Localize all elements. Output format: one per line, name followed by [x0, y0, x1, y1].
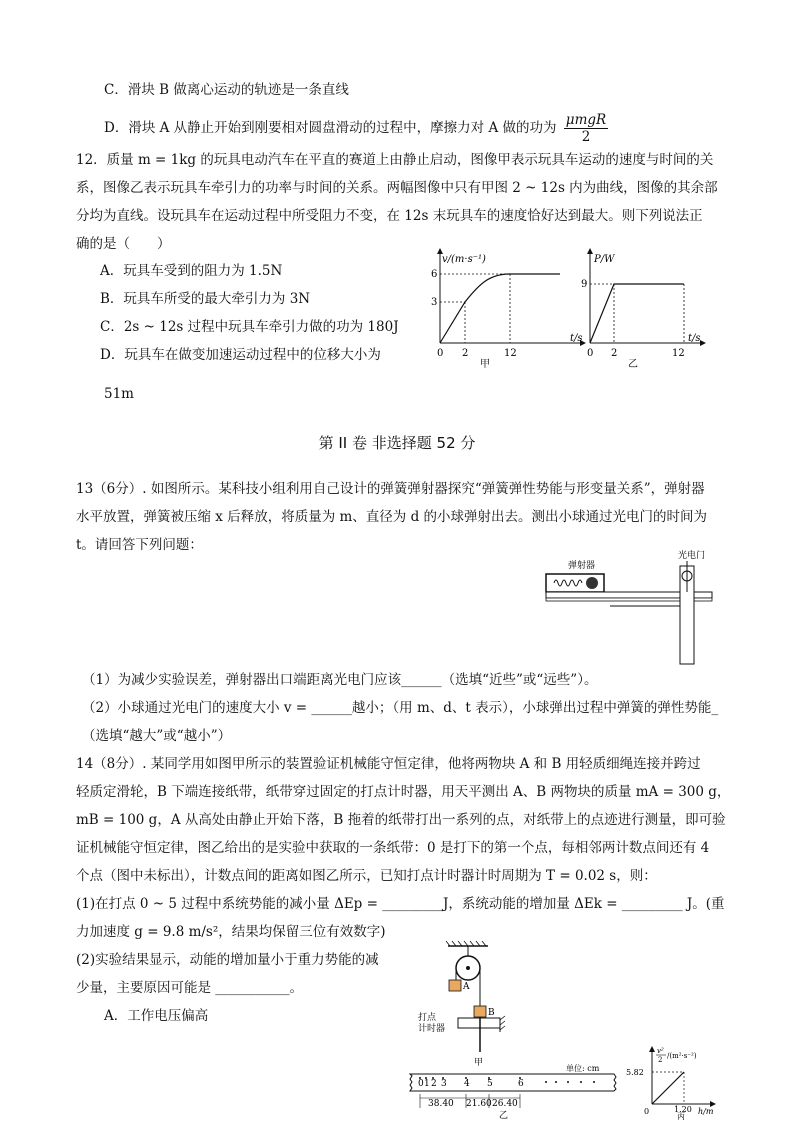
graph-bing-ylabel-den: 2 — [658, 1056, 663, 1064]
graph-jia-tick-6: 6 — [431, 269, 438, 280]
q14-line-9: 少量，主要原因可能是 ___________。 — [76, 980, 304, 996]
q14-line-7: 力加速度 g = 9.8 m/s²，结果均保留三位有效数字) — [76, 924, 386, 940]
graph-bing-line — [652, 1072, 684, 1104]
q12-option-c: C．2s ~ 12s 过程中玩具车牵引力做的功为 180J — [100, 319, 399, 335]
q12-option-d: D．玩具车在做变加速运动过程中的位移大小为 — [100, 347, 381, 363]
q14-line-1: 14（8分）. 某同学用如图甲所示的装置验证机械能守恒定律，他将两物块 A 和 B 用轻质细绳连接并跨过 — [76, 756, 701, 772]
graph-bing-xlabel: h/m — [698, 1107, 714, 1116]
q12-option-d-cont: 51m — [104, 386, 134, 402]
graph-yi-ylabel: P/W — [594, 254, 615, 265]
q14-line-8: (2)实验结果显示，动能的增加量小于重力势能的减 — [76, 952, 379, 968]
q12-line-1: 12．质量 m = 1kg 的玩具电动汽车在平直的赛道上由静止启动，图像甲表示玩具车运动的速度与时间的关 — [76, 152, 714, 168]
fraction-numerator: μmgR — [565, 112, 607, 128]
graph-jia-ylabel: v/(m·s⁻¹) — [442, 254, 486, 265]
timer-label-1: 打点 — [418, 1013, 437, 1023]
q14-line-2: 轻质定滑轮，B 下端连接纸带，纸带穿过固定的打点计时器，用天平测出 A、B 两物块的质量 mA = 300 g， — [76, 784, 731, 800]
q12-line-3: 分均为直线。设玩具车在运动过程中所受阻力不变，在 12s 末玩具车的速度恰好达到最大。则下列说法正 — [76, 208, 703, 224]
tape-unit: 单位: cm — [566, 1064, 600, 1073]
fraction-denominator: 2 — [581, 129, 591, 145]
tape-pt-1: 1 — [424, 1079, 430, 1089]
tape-d3: 26.40 — [492, 1099, 518, 1109]
graph-bing-caption: 丙 — [677, 1112, 685, 1120]
q11-option-d-fraction — [564, 112, 608, 145]
graph-yi-tick-2: 2 — [611, 348, 618, 359]
graph-yi-caption: 乙 — [628, 359, 638, 368]
q13-line-3: t。请回答下列问题： — [76, 537, 203, 553]
q14-option-a: A．工作电压偏高 — [104, 1008, 209, 1024]
q12-line-2: 系，图像乙表示玩具车牵引力的功率与时间的关系。两幅图像中只有甲图 2 ~ 12s 内为曲线，图像的其余部 — [76, 180, 718, 196]
tape-pt-3: 3 — [441, 1079, 447, 1089]
q13-sub-2b: （选填“越大”或“越小”） — [82, 728, 232, 744]
graph-bing-origin: 0 — [644, 1107, 650, 1116]
graph-jia-curve — [440, 274, 560, 343]
q11-option-d — [104, 112, 608, 145]
graph-bing-yval: 5.82 — [626, 1068, 644, 1077]
graph-bing-y-arrow — [649, 1046, 655, 1052]
graph-yi-line — [590, 284, 684, 343]
graph-jia-caption: 甲 — [480, 359, 490, 368]
clamp-hatch — [500, 1016, 505, 1030]
graph-yi-tick-0: 0 — [587, 348, 594, 359]
gate-label: 光电门 — [678, 551, 706, 561]
tape-pt-2: 2 — [431, 1079, 437, 1089]
q13-line-1: 13（6分）. 如图所示。某科技小组利用自己设计的弹簧弹射器探究“弹簧弹性势能与形变量关系”，弹射器 — [76, 481, 705, 497]
tape-pt-4: 4 — [464, 1079, 470, 1089]
q11-option-c: C．滑块 B 做离心运动的轨迹是一条直线 — [104, 82, 349, 98]
block-b-label: B — [488, 1008, 495, 1018]
graph-jia-tick-2: 2 — [462, 348, 469, 359]
graph-yi-xlabel: t/s — [688, 333, 701, 344]
block-b — [474, 1006, 486, 1017]
q12-option-a: A．玩具车受到的阻力为 1.5N — [100, 263, 283, 279]
tape-pt-0: 0 — [418, 1079, 424, 1089]
pulley-figure — [414, 940, 524, 1070]
q13-sub-1: （1）为减少实验误差，弹射器出口端距离光电门应该______（选填“近些”或“远些”）。 — [82, 672, 598, 688]
section-title: 第 II 卷 非选择题 52 分 — [318, 434, 476, 452]
tape-figure — [406, 1064, 621, 1120]
pulley-caption: 甲 — [474, 1058, 484, 1068]
launcher-figure — [540, 546, 720, 666]
graph-bing-ylabel-unit: /(m²·s⁻²) — [667, 1052, 697, 1060]
graph-yi-x-arrow — [700, 340, 706, 346]
spring — [554, 580, 582, 586]
q14-line-3: mB = 100 g，A 从高处由静止开始下落，B 拖着的纸带打出一系列的点，对纸带上的点迹进行测量，即可验 — [76, 812, 726, 828]
timer-body — [458, 1018, 500, 1028]
graph-jia-tick-0: 0 — [437, 348, 444, 359]
q13-sub-2: （2）小球通过光电门的速度大小 v = ______越小；（用 m、d、t 表示），小球弹出过程中弹簧的弹性势能_ — [82, 700, 719, 716]
block-a — [449, 980, 461, 991]
tape-pt-6: 6 — [518, 1079, 524, 1089]
graph-jia-xlabel: t/s — [570, 333, 583, 344]
block-a-label: A — [463, 982, 470, 992]
tape-pt-5: 5 — [487, 1079, 493, 1089]
launcher-label: 弹射器 — [568, 561, 596, 571]
q13-line-2: 水平放置，弹簧被压缩 x 后释放，将质量为 m、直径为 d 的小球弹射出去。测出小球通过光电门的时间为 — [76, 509, 708, 525]
q12-line-4: 确的是（ ） — [76, 236, 171, 252]
pulley-axle — [466, 966, 470, 970]
q11-option-d-text: D．滑块 A 从静止开始到刚要相对圆盘滑动的过程中，摩擦力对 A 做的功为 — [104, 120, 557, 136]
q14-line-4: 证机械能守恒定律，图乙给出的是实验中获取的一条纸带：0 是打下的第一个点，每相邻两计数点间还有 4 — [76, 840, 710, 856]
graph-jia-tick-3: 3 — [431, 297, 438, 308]
ball — [586, 577, 598, 589]
graph-jia — [420, 248, 590, 368]
tape-d1: 38.40 — [428, 1099, 454, 1109]
graph-yi-y-arrow — [587, 248, 593, 254]
graph-bing-ylabel-top: v² — [657, 1047, 664, 1055]
q12-option-b: B．玩具车所受的最大牵引力为 3N — [100, 291, 311, 307]
q14-line-5: 个点（图中未标出），计数点间的距离如图乙所示，已知打点计时器计时周期为 T = 0.02 s，则： — [76, 868, 657, 884]
tape-caption: 乙 — [499, 1111, 509, 1120]
graph-yi-tick-9: 9 — [581, 279, 588, 290]
graph-jia-tick-12: 12 — [504, 348, 517, 359]
graph-bing-xval: 1.20 — [674, 1105, 692, 1114]
graph-yi-tick-12: 12 — [672, 348, 685, 359]
timer-label-2: 计时器 — [418, 1024, 446, 1034]
tape-d2: 21.60 — [466, 1099, 492, 1109]
graph-bing — [622, 1044, 722, 1120]
graph-yi — [572, 248, 712, 368]
q14-line-6: (1)在打点 0 ~ 5 过程中系统势能的减小量 ΔEp = _________J，系统动能的增加量 ΔEk = _________ J。(重 — [76, 896, 725, 912]
